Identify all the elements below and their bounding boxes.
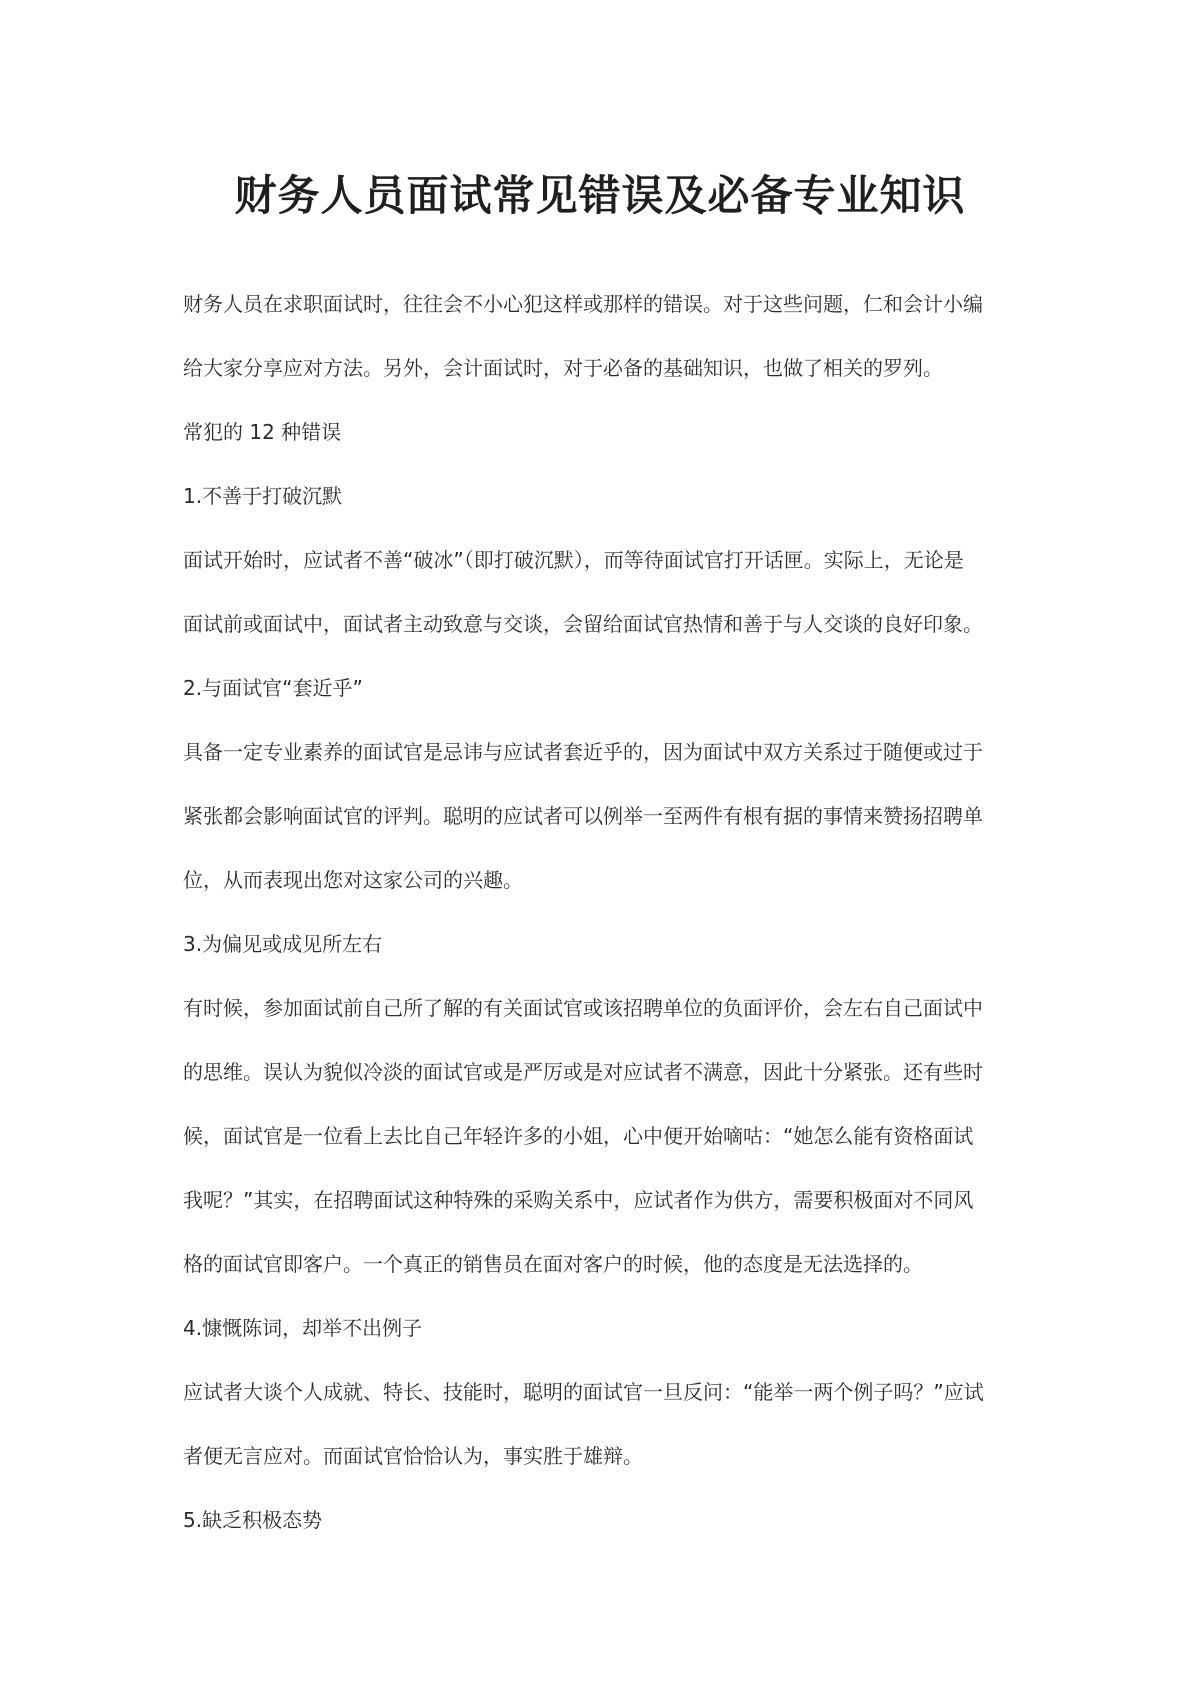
mistake-3-line-2: 的思维。误认为貌似冷淡的面试官或是严厉或是对应试者不满意，因此十分紧张。还有些时 bbox=[183, 1060, 983, 1084]
mistake-heading-3: 3.为偏见或成见所左右 bbox=[183, 932, 383, 956]
mistake-heading-1: 1.不善于打破沉默 bbox=[183, 484, 343, 508]
mistake-3-line-1: 有时候，参加面试前自己所了解的有关面试官或该招聘单位的负面评价，会左右自己面试中 bbox=[183, 996, 983, 1020]
mistake-4-line-1: 应试者大谈个人成就、特长、技能时，聪明的面试官一旦反问：“能举一两个例子吗？”应试 bbox=[183, 1380, 984, 1404]
mistake-2-line-3: 位，从而表现出您对这家公司的兴趣。 bbox=[183, 868, 523, 892]
mistake-2-line-1: 具备一定专业素养的面试官是忌讳与应试者套近乎的，因为面试中双方关系过于随便或过于 bbox=[183, 740, 983, 764]
mistake-3-line-5: 格的面试官即客户。一个真正的销售员在面对客户的时候，他的态度是无法选择的。 bbox=[183, 1252, 923, 1276]
intro-line-2: 给大家分享应对方法。另外，会计面试时，对于必备的基础知识，也做了相关的罗列。 bbox=[183, 356, 943, 380]
mistake-3-line-4: 我呢？”其实，在招聘面试这种特殊的采购关系中，应试者作为供方，需要积极面对不同风 bbox=[183, 1188, 974, 1212]
mistake-4-line-2: 者便无言应对。而面试官恰恰认为，事实胜于雄辩。 bbox=[183, 1444, 643, 1468]
mistake-heading-2: 2.与面试官“套近乎” bbox=[183, 676, 363, 700]
mistake-1-line-1: 面试开始时，应试者不善“破冰”（即打破沉默），而等待面试官打开话匣。实际上，无论是 bbox=[183, 548, 964, 572]
document-title: 财务人员面试常见错误及必备专业知识 bbox=[234, 171, 966, 220]
intro-line-1: 财务人员在求职面试时，往往会不小心犯这样或那样的错误。对于这些问题，仁和会计小编 bbox=[183, 292, 983, 316]
mistake-heading-4: 4.慷慨陈词，却举不出例子 bbox=[183, 1316, 423, 1340]
section-heading-12-mistakes: 常犯的 12 种错误 bbox=[183, 420, 342, 444]
document-body bbox=[183, 284, 1023, 1564]
mistake-3-line-3: 候，面试官是一位看上去比自己年轻许多的小姐，心中便开始嘀咕：“她怎么能有资格面试 bbox=[183, 1124, 974, 1148]
mistake-2-line-2: 紧张都会影响面试官的评判。聪明的应试者可以例举一至两件有根有据的事情来赞扬招聘单 bbox=[183, 804, 983, 828]
mistake-heading-5: 5.缺乏积极态势 bbox=[183, 1508, 323, 1532]
mistake-1-line-2: 面试前或面试中，面试者主动致意与交谈，会留给面试官热情和善于与人交谈的良好印象。 bbox=[183, 612, 983, 636]
